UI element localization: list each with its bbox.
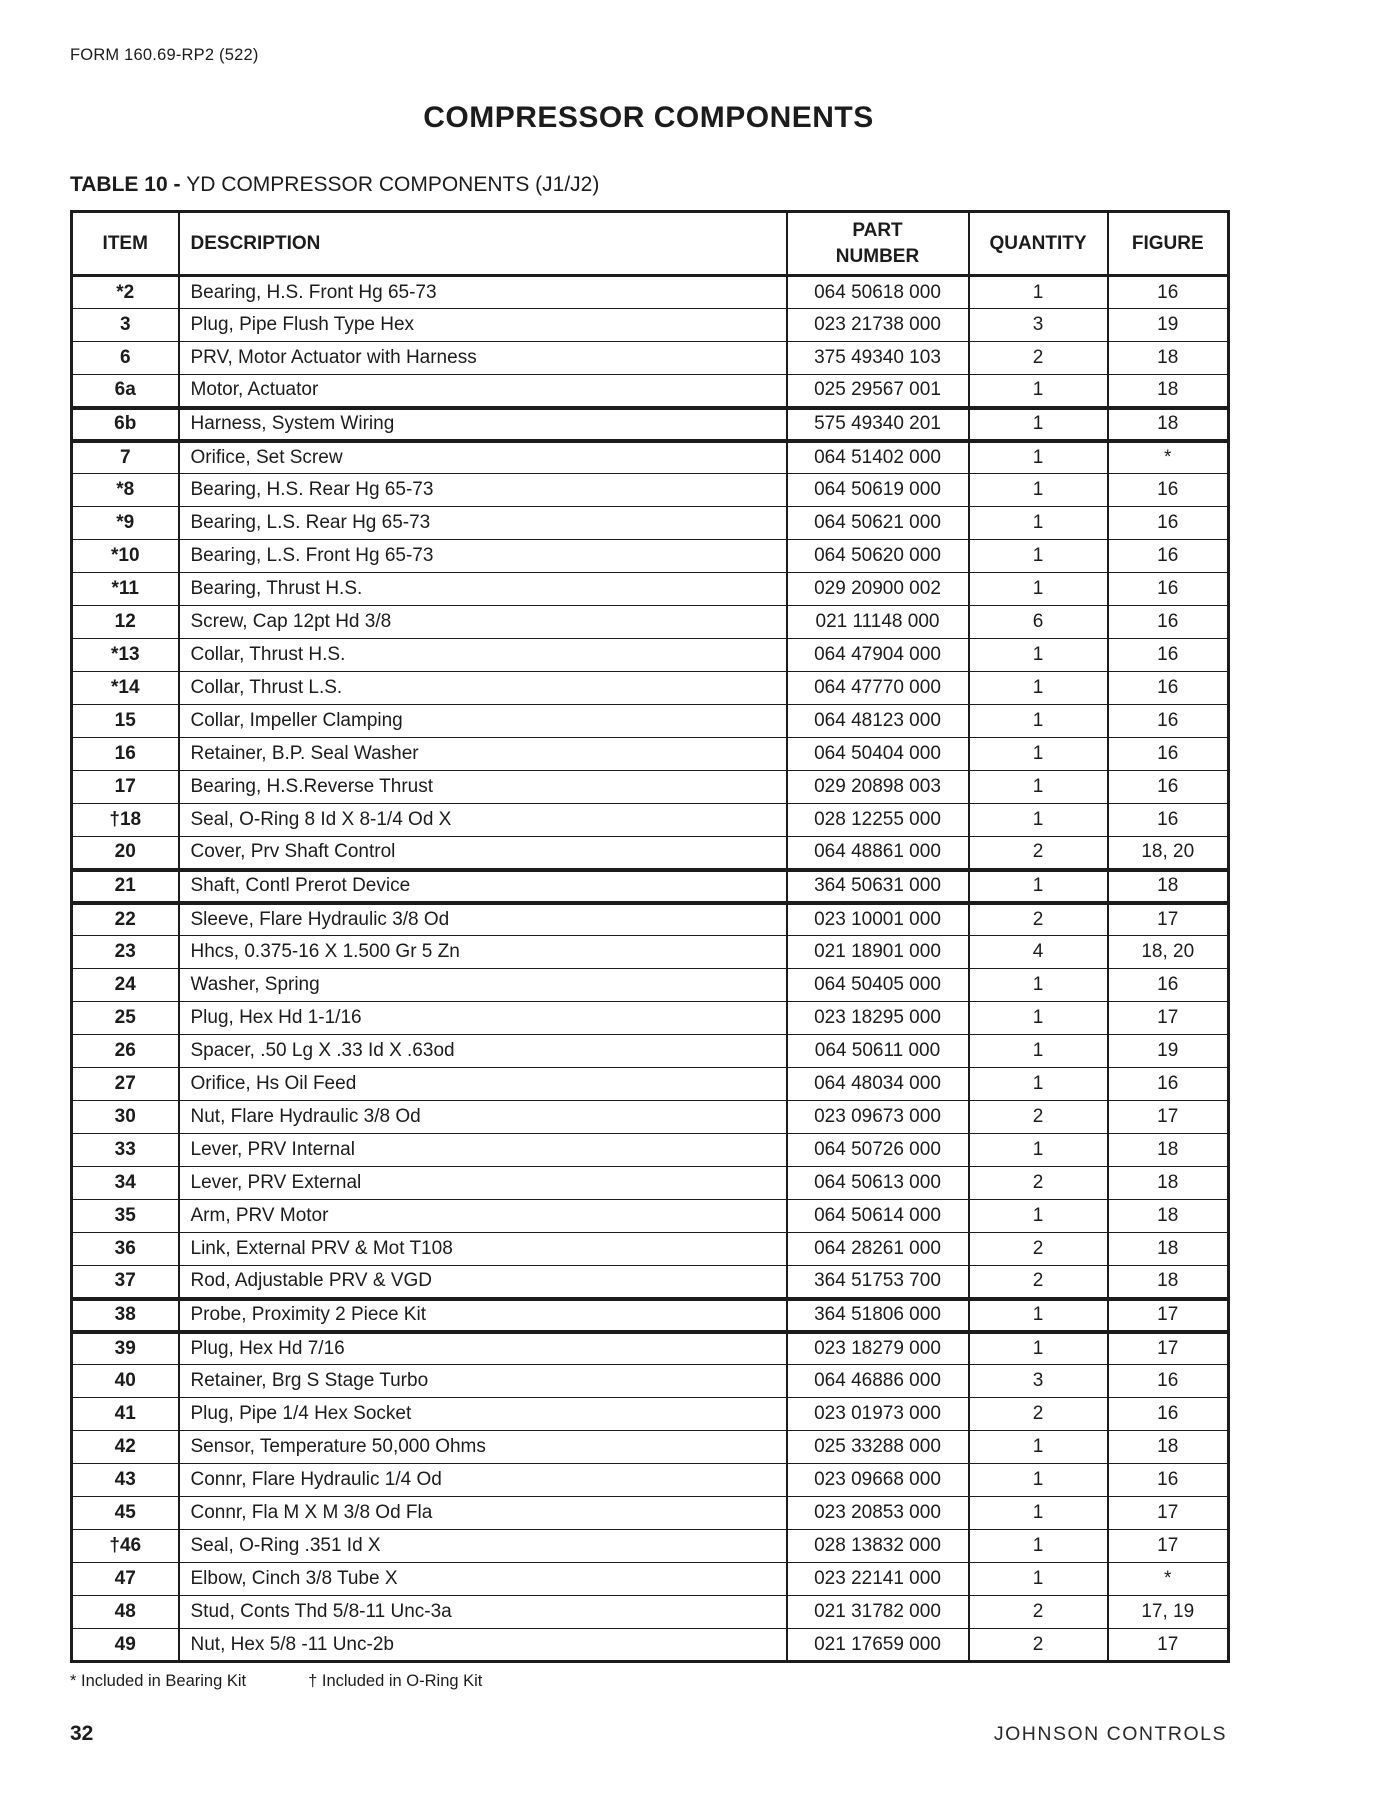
figure-cell: 18 [1108,1431,1229,1464]
item-cell: 35 [72,1200,179,1233]
quantity-cell: 1 [969,540,1108,573]
quantity-cell: 1 [969,573,1108,606]
table-caption-label: TABLE 10 - [70,173,187,196]
item-cell: 38 [72,1299,179,1332]
figure-cell: 17 [1108,1299,1229,1332]
item-cell: 6 [72,342,179,375]
quantity-cell: 2 [969,903,1108,936]
description-cell: Collar, Impeller Clamping [179,705,787,738]
item-cell: 36 [72,1233,179,1266]
part-number-cell: 028 12255 000 [787,804,969,837]
part-number-cell: 029 20898 003 [787,771,969,804]
description-cell: Probe, Proximity 2 Piece Kit [179,1299,787,1332]
description-cell: Rod, Adjustable PRV & VGD [179,1266,787,1299]
part-number-cell: 064 47904 000 [787,639,969,672]
table-row [72,1233,1229,1266]
item-cell: 21 [72,870,179,903]
table-row [72,1068,1229,1101]
part-number-cell: 025 33288 000 [787,1431,969,1464]
quantity-cell: 1 [969,441,1108,474]
figure-cell: 16 [1108,1464,1229,1497]
description-cell: Bearing, H.S.Reverse Thrust [179,771,787,804]
item-cell: 15 [72,705,179,738]
description-cell: Bearing, L.S. Front Hg 65-73 [179,540,787,573]
part-number-cell: 064 50614 000 [787,1200,969,1233]
description-cell: Link, External PRV & Mot T108 [179,1233,787,1266]
item-cell: †46 [72,1530,179,1563]
table-row [72,1101,1229,1134]
figure-cell: 17, 19 [1108,1596,1229,1629]
quantity-cell: 1 [969,969,1108,1002]
quantity-cell: 3 [969,309,1108,342]
table-row [72,1596,1229,1629]
table-row [72,1200,1229,1233]
table-row [72,936,1229,969]
quantity-cell: 1 [969,1563,1108,1596]
table-row [72,969,1229,1002]
part-number-cell: 575 49340 201 [787,408,969,441]
description-cell: Plug, Hex Hd 7/16 [179,1332,787,1365]
table-body [72,276,1229,1662]
table-row [72,375,1229,408]
table-row [72,1464,1229,1497]
item-cell: 22 [72,903,179,936]
figure-cell: * [1108,1563,1229,1596]
table-row [72,540,1229,573]
description-cell: Retainer, Brg S Stage Turbo [179,1365,787,1398]
quantity-cell: 1 [969,1497,1108,1530]
item-cell: 6b [72,408,179,441]
item-cell: 48 [72,1596,179,1629]
description-cell: Connr, Flare Hydraulic 1/4 Od [179,1464,787,1497]
description-cell: Nut, Flare Hydraulic 3/8 Od [179,1101,787,1134]
description-cell: Hhcs, 0.375-16 X 1.500 Gr 5 Zn [179,936,787,969]
quantity-cell: 1 [969,1035,1108,1068]
item-cell: 30 [72,1101,179,1134]
description-cell: Orifice, Set Screw [179,441,787,474]
item-cell: *10 [72,540,179,573]
description-cell: Collar, Thrust H.S. [179,639,787,672]
item-cell: 43 [72,1464,179,1497]
quantity-cell: 1 [969,408,1108,441]
part-number-cell: 064 50620 000 [787,540,969,573]
item-cell: 49 [72,1629,179,1662]
form-number: FORM 160.69-RP2 (522) [70,46,259,64]
description-cell: Sleeve, Flare Hydraulic 3/8 Od [179,903,787,936]
description-cell: Cover, Prv Shaft Control [179,837,787,870]
description-cell: Washer, Spring [179,969,787,1002]
figure-cell: 16 [1108,573,1229,606]
item-cell: 27 [72,1068,179,1101]
item-cell: *13 [72,639,179,672]
part-number-cell: 064 50621 000 [787,507,969,540]
description-cell: Bearing, Thrust H.S. [179,573,787,606]
table-row [72,1563,1229,1596]
table-header [72,212,1229,276]
quantity-cell: 1 [969,1299,1108,1332]
description-cell: Seal, O-Ring 8 Id X 8-1/4 Od X [179,804,787,837]
description-cell: Nut, Hex 5/8 -11 Unc-2b [179,1629,787,1662]
description-cell: Collar, Thrust L.S. [179,672,787,705]
table-row [72,705,1229,738]
description-cell: Screw, Cap 12pt Hd 3/8 [179,606,787,639]
part-number-cell: 064 50618 000 [787,276,969,309]
figure-cell: 17 [1108,903,1229,936]
part-number-cell: 023 22141 000 [787,1563,969,1596]
quantity-cell: 1 [969,870,1108,903]
table-row [72,1629,1229,1662]
table-row [72,276,1229,309]
table-row [72,639,1229,672]
table-row [72,507,1229,540]
item-cell: 33 [72,1134,179,1167]
part-number-cell: 064 46886 000 [787,1365,969,1398]
part-number-cell: 064 50726 000 [787,1134,969,1167]
quantity-cell: 2 [969,1233,1108,1266]
figure-cell: 16 [1108,738,1229,771]
description-cell: Bearing, H.S. Rear Hg 65-73 [179,474,787,507]
item-cell: 37 [72,1266,179,1299]
table-row [72,1431,1229,1464]
item-cell: 25 [72,1002,179,1035]
figure-cell: 17 [1108,1002,1229,1035]
item-cell: *8 [72,474,179,507]
quantity-cell: 6 [969,606,1108,639]
table-row [72,804,1229,837]
description-cell: Spacer, .50 Lg X .33 Id X .63od [179,1035,787,1068]
quantity-cell: 1 [969,375,1108,408]
quantity-cell: 1 [969,1530,1108,1563]
figure-cell: 17 [1108,1497,1229,1530]
description-cell: Lever, PRV Internal [179,1134,787,1167]
table-row [72,1266,1229,1299]
figure-cell: 18 [1108,870,1229,903]
table-row [72,1167,1229,1200]
table-row [72,870,1229,903]
figure-cell: 18, 20 [1108,837,1229,870]
figure-cell: 16 [1108,474,1229,507]
description-cell: Arm, PRV Motor [179,1200,787,1233]
figure-cell: 19 [1108,309,1229,342]
item-cell: 40 [72,1365,179,1398]
figure-cell: 18 [1108,408,1229,441]
figure-cell: 16 [1108,276,1229,309]
page-content [70,0,1227,1691]
part-number-cell: 064 48034 000 [787,1068,969,1101]
table-caption [70,173,1227,197]
figure-cell: 18 [1108,375,1229,408]
part-number-cell: 023 01973 000 [787,1398,969,1431]
part-number-cell: 364 51753 700 [787,1266,969,1299]
part-number-cell: 064 48861 000 [787,837,969,870]
figure-cell: 16 [1108,804,1229,837]
part-number-cell: 023 18279 000 [787,1332,969,1365]
item-cell: 26 [72,1035,179,1068]
parts-table [70,210,1230,1663]
item-cell: *11 [72,573,179,606]
quantity-cell: 1 [969,1134,1108,1167]
header-quantity: QUANTITY [969,212,1108,276]
description-cell: Lever, PRV External [179,1167,787,1200]
quantity-cell: 3 [969,1365,1108,1398]
item-cell: 6a [72,375,179,408]
item-cell: 39 [72,1332,179,1365]
quantity-cell: 2 [969,1398,1108,1431]
item-cell: 24 [72,969,179,1002]
figure-cell: 16 [1108,1068,1229,1101]
part-number-cell: 023 21738 000 [787,309,969,342]
quantity-cell: 1 [969,1464,1108,1497]
table-row [72,1365,1229,1398]
figure-cell: 16 [1108,1365,1229,1398]
table-row [72,1002,1229,1035]
table-row [72,1497,1229,1530]
part-number-cell: 364 50631 000 [787,870,969,903]
item-cell: 16 [72,738,179,771]
figure-cell: 18 [1108,1266,1229,1299]
figure-cell: 16 [1108,672,1229,705]
part-number-cell: 064 50611 000 [787,1035,969,1068]
table-row [72,1035,1229,1068]
table-row [72,771,1229,804]
part-number-cell: 364 51806 000 [787,1299,969,1332]
quantity-cell: 1 [969,1200,1108,1233]
part-number-cell: 064 28261 000 [787,1233,969,1266]
description-cell: Elbow, Cinch 3/8 Tube X [179,1563,787,1596]
item-cell: 23 [72,936,179,969]
table-row [72,309,1229,342]
item-cell: *2 [72,276,179,309]
part-number-cell: 025 29567 001 [787,375,969,408]
table-row [72,1134,1229,1167]
part-number-cell: 064 51402 000 [787,441,969,474]
page-footer [70,1722,1227,1746]
description-cell: Orifice, Hs Oil Feed [179,1068,787,1101]
description-cell: Bearing, L.S. Rear Hg 65-73 [179,507,787,540]
table-row [72,903,1229,936]
part-number-cell: 023 20853 000 [787,1497,969,1530]
figure-cell: 16 [1108,507,1229,540]
figure-cell: 18 [1108,1200,1229,1233]
figure-cell: 16 [1108,639,1229,672]
header-part-number: PART NUMBER [787,212,969,276]
table-footnotes [70,1672,1227,1691]
quantity-cell: 1 [969,705,1108,738]
part-number-cell: 023 18295 000 [787,1002,969,1035]
part-number-cell: 064 47770 000 [787,672,969,705]
figure-cell: 17 [1108,1101,1229,1134]
item-cell: 41 [72,1398,179,1431]
page-title: COMPRESSOR COMPONENTS [423,101,874,134]
quantity-cell: 1 [969,1068,1108,1101]
item-cell: †18 [72,804,179,837]
part-number-cell: 023 10001 000 [787,903,969,936]
header-item: ITEM [72,212,179,276]
figure-cell: 16 [1108,969,1229,1002]
table-row [72,408,1229,441]
table-row [72,672,1229,705]
footnote-bearing-kit: * Included in Bearing Kit [70,1672,247,1690]
part-number-cell: 029 20900 002 [787,573,969,606]
description-cell: Bearing, H.S. Front Hg 65-73 [179,276,787,309]
table-row [72,606,1229,639]
table-row [72,1398,1229,1431]
quantity-cell: 2 [969,1596,1108,1629]
quantity-cell: 1 [969,1002,1108,1035]
table-row [72,1530,1229,1563]
quantity-cell: 1 [969,507,1108,540]
figure-cell: 19 [1108,1035,1229,1068]
part-number-cell: 064 48123 000 [787,705,969,738]
part-number-cell: 064 50613 000 [787,1167,969,1200]
header-row [72,212,1229,276]
header-description: DESCRIPTION [179,212,787,276]
figure-cell: 17 [1108,1530,1229,1563]
quantity-cell: 2 [969,1167,1108,1200]
item-cell: 20 [72,837,179,870]
table-row [72,573,1229,606]
description-cell: Connr, Fla M X M 3/8 Od Fla [179,1497,787,1530]
table-row [72,837,1229,870]
table-row [72,342,1229,375]
part-number-cell: 021 11148 000 [787,606,969,639]
quantity-cell: 1 [969,1332,1108,1365]
item-cell: 12 [72,606,179,639]
part-number-cell: 023 09668 000 [787,1464,969,1497]
figure-cell: 18 [1108,1167,1229,1200]
quantity-cell: 1 [969,474,1108,507]
item-cell: 3 [72,309,179,342]
part-number-cell: 375 49340 103 [787,342,969,375]
quantity-cell: 1 [969,804,1108,837]
figure-cell: 16 [1108,771,1229,804]
part-number-cell: 021 17659 000 [787,1629,969,1662]
quantity-cell: 2 [969,342,1108,375]
table-row [72,474,1229,507]
figure-cell: 16 [1108,705,1229,738]
description-cell: Plug, Pipe Flush Type Hex [179,309,787,342]
item-cell: 7 [72,441,179,474]
description-cell: PRV, Motor Actuator with Harness [179,342,787,375]
figure-cell: 17 [1108,1629,1229,1662]
table-caption-text: YD COMPRESSOR COMPONENTS (J1/J2) [186,173,600,196]
figure-cell: 16 [1108,540,1229,573]
item-cell: *9 [72,507,179,540]
part-number-cell: 021 31782 000 [787,1596,969,1629]
part-number-cell: 064 50405 000 [787,969,969,1002]
figure-cell: 18 [1108,1233,1229,1266]
footer-brand: JOHNSON CONTROLS [993,1723,1227,1745]
part-number-cell: 023 09673 000 [787,1101,969,1134]
quantity-cell: 2 [969,1629,1108,1662]
quantity-cell: 1 [969,1431,1108,1464]
header-figure: FIGURE [1108,212,1229,276]
description-cell: Stud, Conts Thd 5/8-11 Unc-3a [179,1596,787,1629]
item-cell: 45 [72,1497,179,1530]
quantity-cell: 1 [969,639,1108,672]
quantity-cell: 2 [969,837,1108,870]
item-cell: 34 [72,1167,179,1200]
part-number-cell: 064 50404 000 [787,738,969,771]
item-cell: 42 [72,1431,179,1464]
figure-cell: * [1108,441,1229,474]
description-cell: Sensor, Temperature 50,000 Ohms [179,1431,787,1464]
item-cell: *14 [72,672,179,705]
item-cell: 17 [72,771,179,804]
description-cell: Shaft, Contl Prerot Device [179,870,787,903]
page-number: 32 [70,1722,94,1745]
figure-cell: 18 [1108,342,1229,375]
description-cell: Plug, Pipe 1/4 Hex Socket [179,1398,787,1431]
figure-cell: 18, 20 [1108,936,1229,969]
quantity-cell: 2 [969,1101,1108,1134]
quantity-cell: 1 [969,276,1108,309]
item-cell: 47 [72,1563,179,1596]
part-number-cell: 028 13832 000 [787,1530,969,1563]
description-cell: Retainer, B.P. Seal Washer [179,738,787,771]
figure-cell: 16 [1108,606,1229,639]
table-row [72,441,1229,474]
quantity-cell: 1 [969,738,1108,771]
description-cell: Motor, Actuator [179,375,787,408]
figure-cell: 16 [1108,1398,1229,1431]
table-row [72,1299,1229,1332]
quantity-cell: 2 [969,1266,1108,1299]
quantity-cell: 1 [969,771,1108,804]
quantity-cell: 4 [969,936,1108,969]
description-cell: Harness, System Wiring [179,408,787,441]
part-number-cell: 064 50619 000 [787,474,969,507]
figure-cell: 17 [1108,1332,1229,1365]
description-cell: Plug, Hex Hd 1-1/16 [179,1002,787,1035]
table-row [72,738,1229,771]
figure-cell: 18 [1108,1134,1229,1167]
footnote-oring-kit: † Included in O-Ring Kit [308,1672,483,1690]
description-cell: Seal, O-Ring .351 Id X [179,1530,787,1563]
quantity-cell: 1 [969,672,1108,705]
table-row [72,1332,1229,1365]
part-number-cell: 021 18901 000 [787,936,969,969]
